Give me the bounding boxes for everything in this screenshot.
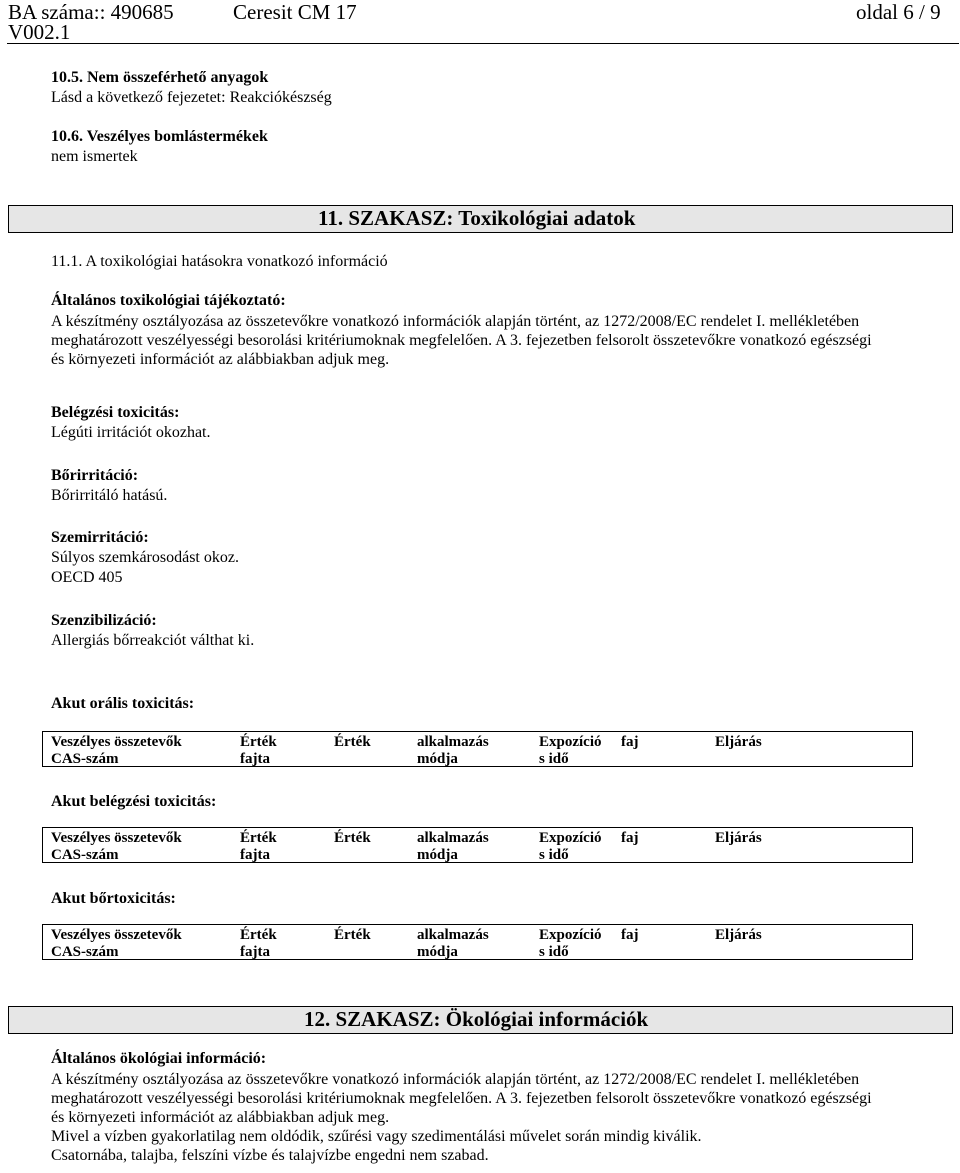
acute-oral-table-header bbox=[42, 731, 913, 767]
col-value-type: Érték fajta bbox=[240, 927, 277, 960]
col-method: Eljárás bbox=[715, 734, 762, 750]
col-exposure: Expozíció s idő bbox=[539, 830, 602, 863]
acute-inhalation-table-header bbox=[42, 827, 913, 863]
sensitization-heading: Szenzibilizáció: bbox=[51, 612, 157, 629]
sensitization-text: Allergiás bőrreakciót válthat ki. bbox=[51, 632, 255, 649]
section-10-5-heading: 10.5. Nem összeférhető anyagok bbox=[51, 69, 269, 86]
general-tox-line: meghatározott veszélyességi besorolási kritériumoknak megfelelően. A 3. fejezetben felsorolt összetevőkre vonatkozó egészségi bbox=[51, 332, 872, 349]
col-component: Veszélyes összetevők CAS-szám bbox=[51, 927, 182, 960]
eye-irritation-heading: Szemirritáció: bbox=[51, 529, 149, 546]
inhalation-text: Légúti irritációt okozhat. bbox=[51, 424, 211, 441]
section-11-bar bbox=[8, 205, 953, 233]
col-application: alkalmazás módja bbox=[417, 927, 489, 960]
general-eco-line: meghatározott veszélyességi besorolási kritériumoknak megfelelően. A 3. fejezetben felsorolt összetevőkre vonatkozó egészségi bbox=[51, 1090, 872, 1107]
section-11-title: 11. SZAKASZ: Toxikológiai adatok bbox=[318, 206, 636, 230]
general-tox-line: A készítmény osztályozása az összetevőkre vonatkozó információk alapján történt, az 1272/2008/EC rendelet I. mellékletében bbox=[51, 313, 860, 330]
col-component: Veszélyes összetevők CAS-szám bbox=[51, 830, 182, 863]
acute-dermal-table-header bbox=[42, 924, 913, 960]
acute-oral-heading: Akut orális toxicitás: bbox=[51, 695, 195, 712]
section-12-title: 12. SZAKASZ: Ökológiai információk bbox=[304, 1007, 649, 1031]
section-10-5-text: Lásd a következő fejezetet: Reakciókészség bbox=[51, 89, 332, 106]
col-species: faj bbox=[621, 830, 639, 846]
section-10-6-text: nem ismertek bbox=[51, 148, 138, 165]
col-exposure: Expozíció s idő bbox=[539, 734, 602, 767]
acute-inhalation-heading: Akut belégzési toxicitás: bbox=[51, 793, 217, 810]
col-exposure: Expozíció s idő bbox=[539, 927, 602, 960]
skin-irritation-heading: Bőrirritáció: bbox=[51, 467, 139, 484]
general-eco-line: A készítmény osztályozása az összetevőkre vonatkozó információk alapján történt, az 1272/2008/EC rendelet I. mellékletében bbox=[51, 1071, 860, 1088]
col-application: alkalmazás módja bbox=[417, 830, 489, 863]
col-value-type: Érték fajta bbox=[240, 830, 277, 863]
general-eco-line: és környezeti információt az alábbiakban adjuk meg. bbox=[51, 1109, 390, 1126]
document-id: BA száma:: 490685 bbox=[8, 0, 174, 24]
eye-irritation-method: OECD 405 bbox=[51, 569, 123, 586]
page-number: oldal 6 / 9 bbox=[856, 0, 941, 24]
col-value: Érték bbox=[334, 734, 371, 750]
general-eco-text bbox=[51, 1070, 951, 1165]
general-tox-heading: Általános toxikológiai tájékoztató: bbox=[51, 292, 286, 309]
col-species: faj bbox=[621, 927, 639, 943]
general-eco-line: Mivel a vízben gyakorlatilag nem oldódik, szűrési vagy szedimentálási művelet során mindig kiválik. bbox=[51, 1128, 702, 1145]
col-application: alkalmazás módja bbox=[417, 734, 489, 767]
section-10-6-heading: 10.6. Veszélyes bomlástermékek bbox=[51, 128, 268, 145]
col-method: Eljárás bbox=[715, 830, 762, 846]
skin-irritation-text: Bőrirritáló hatású. bbox=[51, 487, 168, 504]
version: V002.1 bbox=[8, 20, 71, 44]
general-tox-line: és környezeti információt az alábbiakban adjuk meg. bbox=[51, 351, 390, 368]
col-value: Érték bbox=[334, 830, 371, 846]
col-value: Érték bbox=[334, 927, 371, 943]
col-value-type: Érték fajta bbox=[240, 734, 277, 767]
inhalation-heading: Belégzési toxicitás: bbox=[51, 404, 180, 421]
col-species: faj bbox=[621, 734, 639, 750]
col-component: Veszélyes összetevők CAS-szám bbox=[51, 734, 182, 767]
product-name: Ceresit CM 17 bbox=[233, 0, 357, 24]
header-divider bbox=[7, 43, 959, 44]
general-eco-line: Csatornába, talajba, felszíni vízbe és talajvízbe engedni nem szabad. bbox=[51, 1147, 489, 1164]
col-method: Eljárás bbox=[715, 927, 762, 943]
section-11-1-heading: 11.1. A toxikológiai hatásokra vonatkozó információ bbox=[51, 253, 388, 270]
section-12-bar bbox=[8, 1006, 953, 1034]
eye-irritation-text: Súlyos szemkárosodást okoz. bbox=[51, 549, 239, 566]
acute-dermal-heading: Akut bőrtoxicitás: bbox=[51, 890, 176, 907]
general-eco-heading: Általános ökológiai információ: bbox=[51, 1050, 267, 1067]
general-tox-text bbox=[51, 312, 951, 369]
